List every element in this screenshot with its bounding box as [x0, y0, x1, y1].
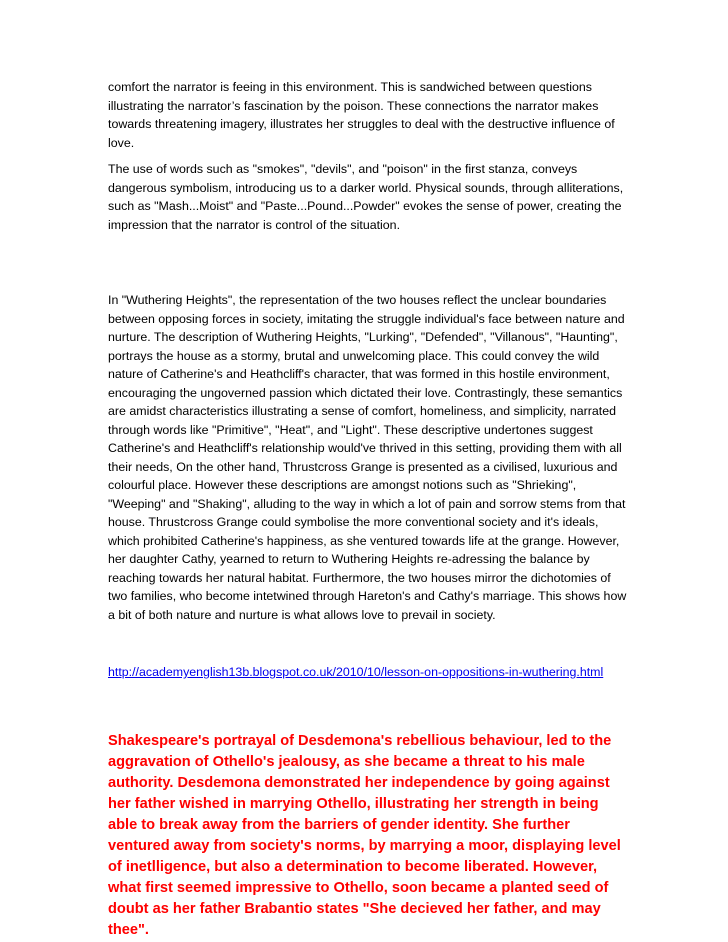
reference-link-block [108, 663, 628, 682]
paragraph-desdemona-highlight: Shakespeare's portrayal of Desdemona's rebellious behaviour, led to the aggravation of Othello's jealousy, as she became a threat to his male authority. Desdemona demonstrated her independence by going against her father wished in marrying Othello, illustrating her strength in being able to break away from the barriers of gender identity. She further ventured away from society's norms, by marrying a moor, displaying level of inetlligence, but also a determination to become liberated. However, what first seemed impressive to Othello, soon became a planted seed of doubt as her father Brabantio states "She decieved her father, and may thee". [108, 732, 621, 938]
reference-link[interactable]: http://academyenglish13b.blogspot.co.uk/2010/10/lesson-on-oppositions-in-wuthering.html [108, 665, 604, 679]
paragraph-narrator-comfort: comfort the narrator is feeing in this environment. This is sandwiched between questions illustrating the narrator’s fascination by the poison. These connections the narrator makes towards threatening imagery, illustrates her struggles to deal with the destructive influence of love. [108, 80, 615, 150]
paragraph-word-symbolism: The use of words such as "smokes", "devils", and "poison" in the first stanza, conveys dangerous symbolism, introducing us to a darker world. Physical sounds, through alliterations, such as "Mash...Moist" and "Paste...Pound...Powder" evokes the sense of power, creating the impression that the narrator is control of the situation. [108, 162, 624, 232]
paragraph-wuthering-heights: In "Wuthering Heights", the representation of the two houses reflect the unclear boundaries between opposing forces in society, imitating the struggle individual's face between nature and nurture. The description of Wuthering Heights, "Lurking", "Defended", "Villanous", "Haunting", portrays the house as a stormy, brutal and unwelcoming place. This could convey the wild nature of Catherine's and Heathcliff's character, that was formed in this hostile environment, encouraging the ungoverned passion which dictated their love. Contrastingly, these semantics are amidst characteristics illustrating a sense of comfort, homeliness, and simplicity, narrated through words like "Primitive", "Heat", and "Light". These descriptive undertones suggest Catherine's and Heathcliff's relationship would've thrived in this setting, providing them with all their needs, On the other hand, Thrustcross Grange is presented as a civilised, luxurious and colourful place. However these descriptions are amongst notions such as "Shrieking", "Weeping" and "Shaking", alluding to the way in which a lot of pain and sorrow stems from that house. Thrustcross Grange could symbolise the more conventional society and it's ideals, which prohibited Catherine's happiness, as she ventured towards life at the grange. However, her daughter Cathy, yearned to return to Wuthering Heights re-adressing the balance by reaching towards her natural habitat. Furthermore, the two houses mirror the dichotomies of two families, who become intetwined through Hareton's and Cathy's marriage. This shows how a bit of both nature and nurture is what allows love to prevail in society. [108, 293, 627, 622]
document-body [108, 78, 628, 941]
